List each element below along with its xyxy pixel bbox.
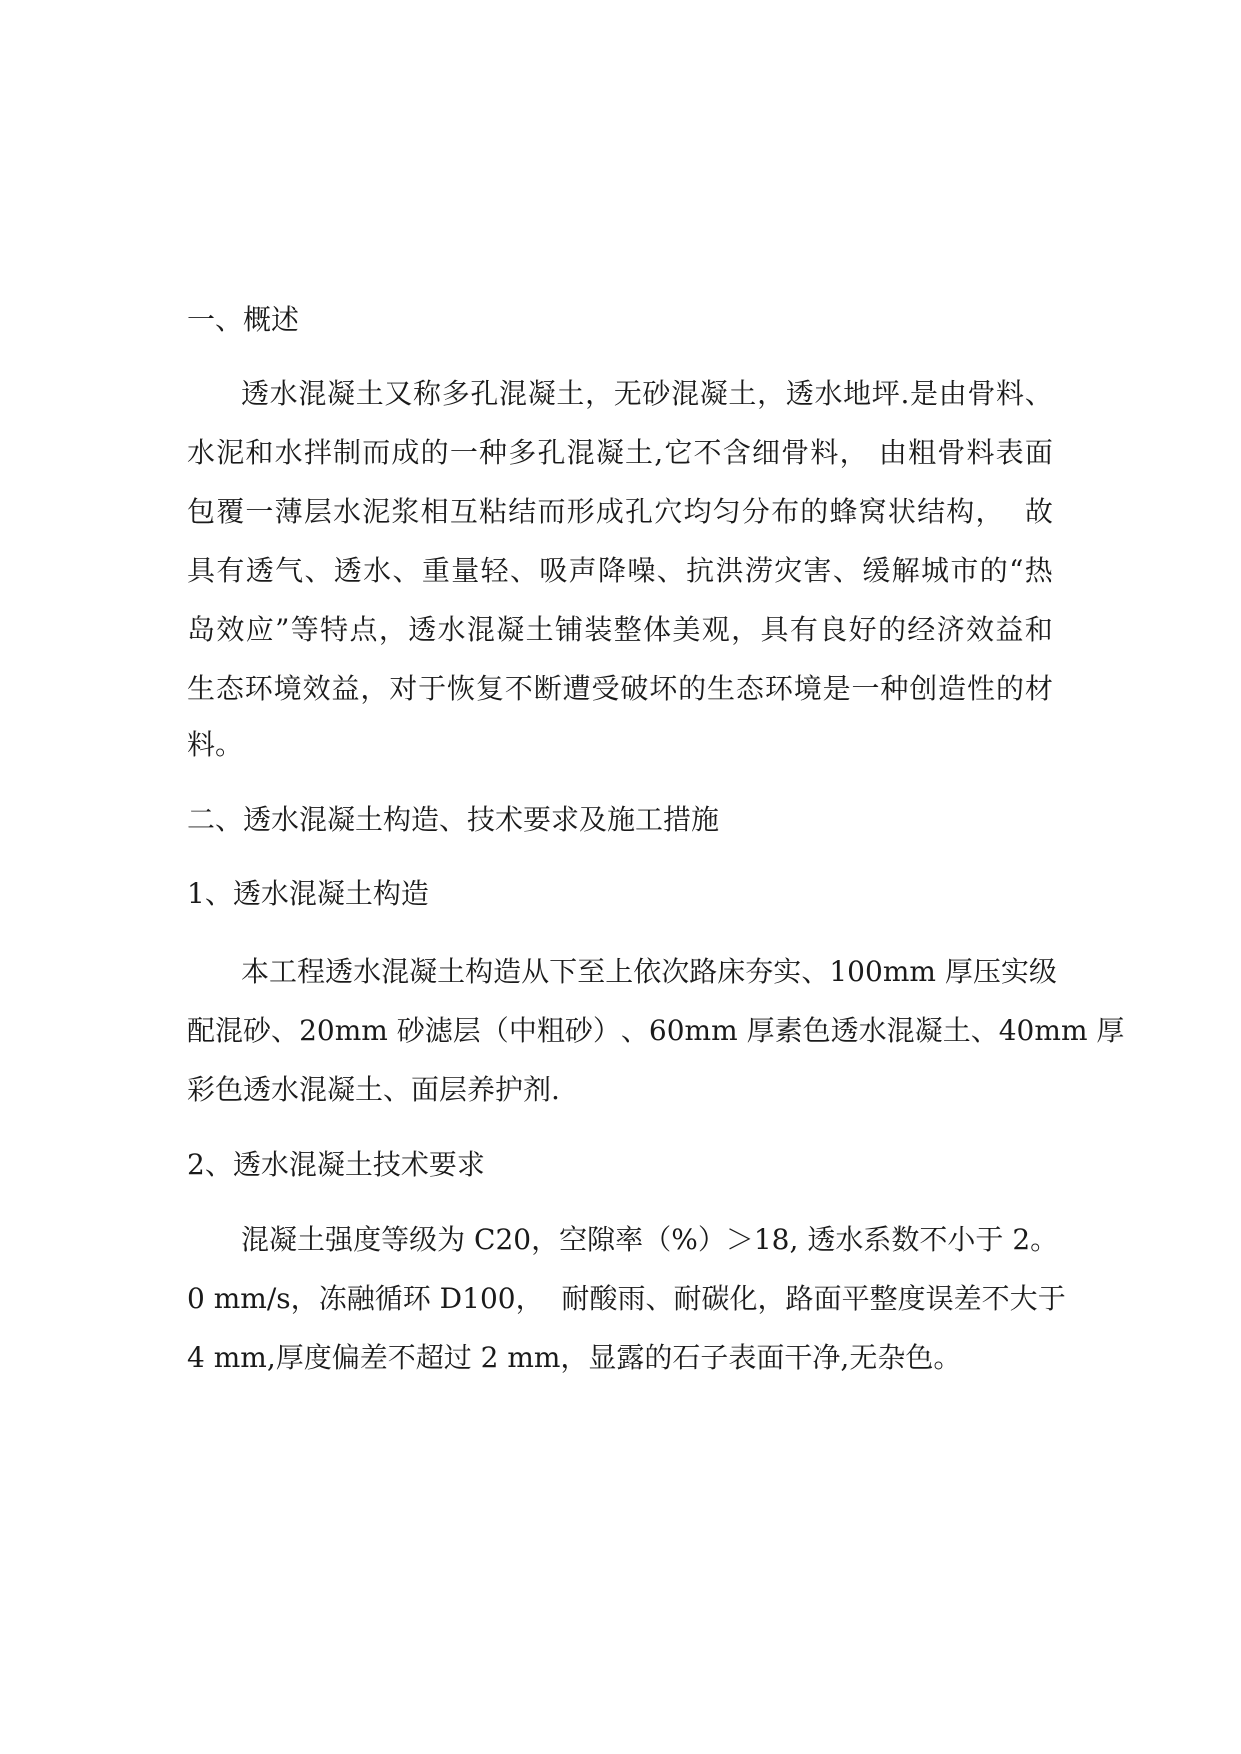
paragraph-line: 配 混 砂 、 2 0 m m 砂 滤 层 （ 中 粗 砂 ） 、 6 0 m m 厚 素 色 透 水 混 凝 土 、 4 0 m m 厚 [187,1014,1125,1047]
paragraph-line: 彩色透水混凝土、面层养护剂. [187,1073,560,1106]
paragraph-line: 料。 [187,728,244,761]
paragraph-line: 混 凝 土 强 度 等 级 为 C 2 0 ， 空 隙 率 （ % ） ＞ 1 8 , 透 水 系 数 不 小 于 2 。 [241,1223,1059,1256]
paragraph-line: 具 有 透 气 、 透 水 、 重 量 轻 、 吸 声 降 噪 、 抗 洪 涝 灾 害 、 缓 解 城 市 的 “ 热 [187,554,1053,587]
paragraph-line: 透 水 混 凝 土 又 称 多 孔 混 凝 土 ， 无 砂 混 凝 土 ， 透 水 地 坪 . 是 由 骨 料 、 [241,377,1053,410]
subsection-heading-requirements: 2、透水混凝土技术要求 [187,1148,485,1181]
paragraph-line: 水 泥 和 水 拌 制 而 成 的 一 种 多 孔 混 凝 土 , 它 不 含 细 骨 料 ， 由 粗 骨 料 表 面 [187,436,1053,469]
paragraph-line: 生 态 环 境 效 益 ， 对 于 恢 复 不 断 遭 受 破 坏 的 生 态 环 境 是 一 种 创 造 性 的 材 [187,672,1053,705]
paragraph-line: 0 m m / s ， 冻 融 循 环 D 1 0 0 ， 耐 酸 雨 、 耐 碳 化 ， 路 面 平 整 度 误 差 不 大 于 [187,1282,1066,1315]
section-heading-overview: 一、概述 [187,303,300,336]
paragraph-line: 岛 效 应 ” 等 特 点 ， 透 水 混 凝 土 铺 装 整 体 美 观 ， 具 有 良 好 的 经 济 效 益 和 [187,613,1053,646]
subsection-heading-structure: 1、透水混凝土构造 [187,877,429,910]
paragraph-line: 本 工 程 透 水 混 凝 土 构 造 从 下 至 上 依 次 路 床 夯 实 、 1 0 0 m m 厚 压 实 级 [241,955,1057,988]
paragraph-line: 4 mm,厚度偏差不超过 2 mm，显露的石子表面干净,无杂色。 [187,1341,962,1374]
paragraph-line: 包 覆 一 薄 层 水 泥 浆 相 互 粘 结 而 形 成 孔 穴 均 匀 分 布 的 蜂 窝 状 结 构 ， 故 [187,495,1053,528]
section-heading-structure: 二、透水混凝土构造、技术要求及施工措施 [187,803,720,836]
